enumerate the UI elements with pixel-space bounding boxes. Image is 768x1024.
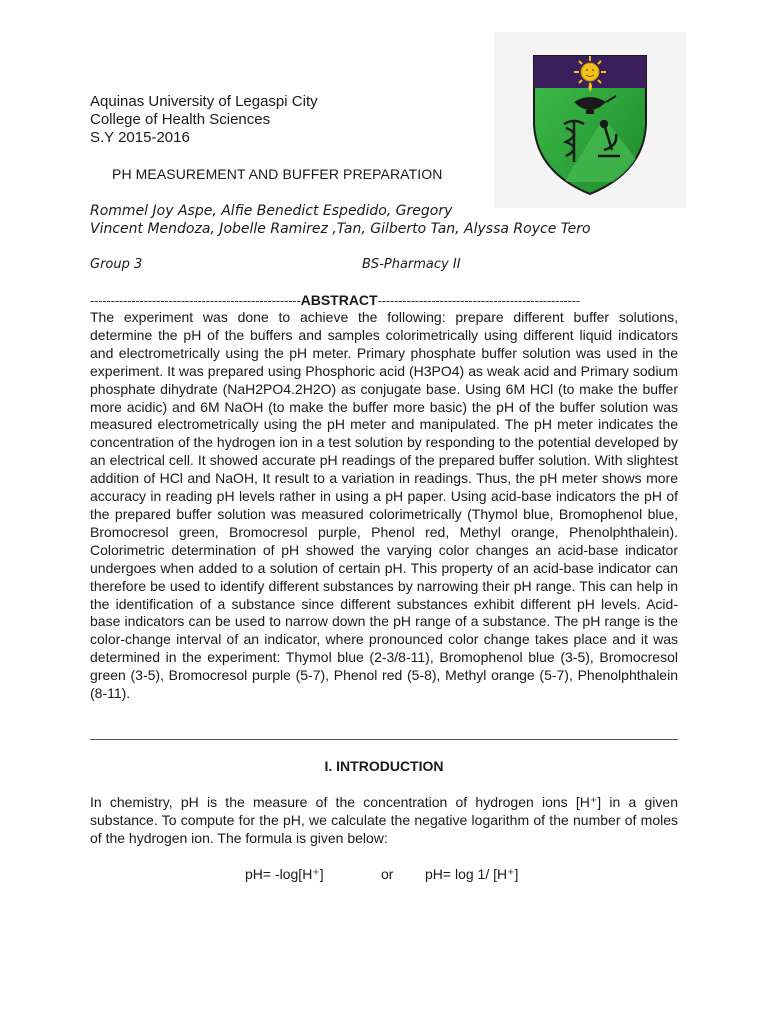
university-seal-icon [494,32,686,208]
introduction-heading-text: I. INTRODUCTION [324,758,444,774]
abstract-dashes-right: ------------------------------------------------- [377,293,580,308]
abstract-dashes-left: --------------------------------------------------- [90,293,301,308]
introduction-heading [0,758,768,774]
program-name: BS-Pharmacy II [362,257,461,272]
university-name: Aquinas University of Legaspi City [90,93,318,110]
institution-header [90,93,318,147]
author-line-2: Vincent Mendoza, Jobelle Ramirez ,Tan, Gilberto Tan, Alyssa Royce Tero [90,221,591,237]
abstract-body: The experiment was done to achieve the following: prepare different buffer solutions, determine the pH of the buffers and samples colorimetrically using different liquid indicators and electrometrically using the pH meter. Primary phosphate buffer solution was used in the experiment. It was prepared using Phosphoric acid (H3PO4) as weak acid and Primary sodium phosphate dihydrate (NaH2PO4.2H2O) as conjugate base. Using 6M HCl (to make the buffer more acidic) and 6M NaOH (to make the buffer more basic) the pH of the buffer solution was measured electrometrically using the pH meter and manipulated. The pH meter indicates the concentration of the hydrogen ion in a test solution by responding to the potential developed by an electrical cell. It showed accurate pH readings of the prepared buffer solution. With slightest addition of HCl and NaOH, It result to a variation in readings. Thus, the pH meter shows more accuracy in reading pH levels rather in using a pH paper. Using acid-base indicators the pH of the prepared buffer solution was measured colorimetrically (Thymol blue, Bromophenol blue, Bromocresol green, Bromocresol purple, Phenol red, Methyl orange, Phenolphthalein). Colorimetric determination of pH showed the varying color changes an acid-base indicator undergoes when added to a solution of certain pH. This property of an acid-base indicator can therefore be used to identify different substances by narrowing their pH range. This can help in the identification of a substance since different substances exhibit different pH levels. Acid-base indicators can be used to narrow down the pH range of a substance. The pH range is the color-change interval of an indicator, where pronounced color change takes place and it was determined in the experiment: Thymol blue (2-3/8-11), Bromophenol blue (3-5), Bromocresol green (3-5), Bromocresol purple (5-7), Phenol red (5-8), Methyl orange (5-7), Phenolphthalein (8-11). [90,309,678,702]
school-year: S.Y 2015-2016 [90,129,190,146]
group-name: Group 3 [90,257,143,272]
abstract-label: ABSTRACT [300,292,378,308]
ph-formula-left: pH= -log[H⁺] [245,866,324,882]
ph-formula-or: or [381,866,394,882]
author-line-1: Rommel Joy Aspe, Alfie Benedict Espedido, Gregory [90,203,453,219]
introduction-body: In chemistry, pH is the measure of the concentration of hydrogen ions [H⁺] in a given substance. To compute for the pH, we calculate the negative logarithm of the number of moles of the hydrogen ion. The formula is given below: [90,794,678,846]
college-name: College of Health Sciences [90,111,271,128]
abstract-heading [90,291,678,309]
ph-formula-right: pH= log 1/ [H⁺] [425,866,519,882]
document-title: PH MEASUREMENT AND BUFFER PREPARATION [112,166,443,182]
section-divider [90,739,678,740]
